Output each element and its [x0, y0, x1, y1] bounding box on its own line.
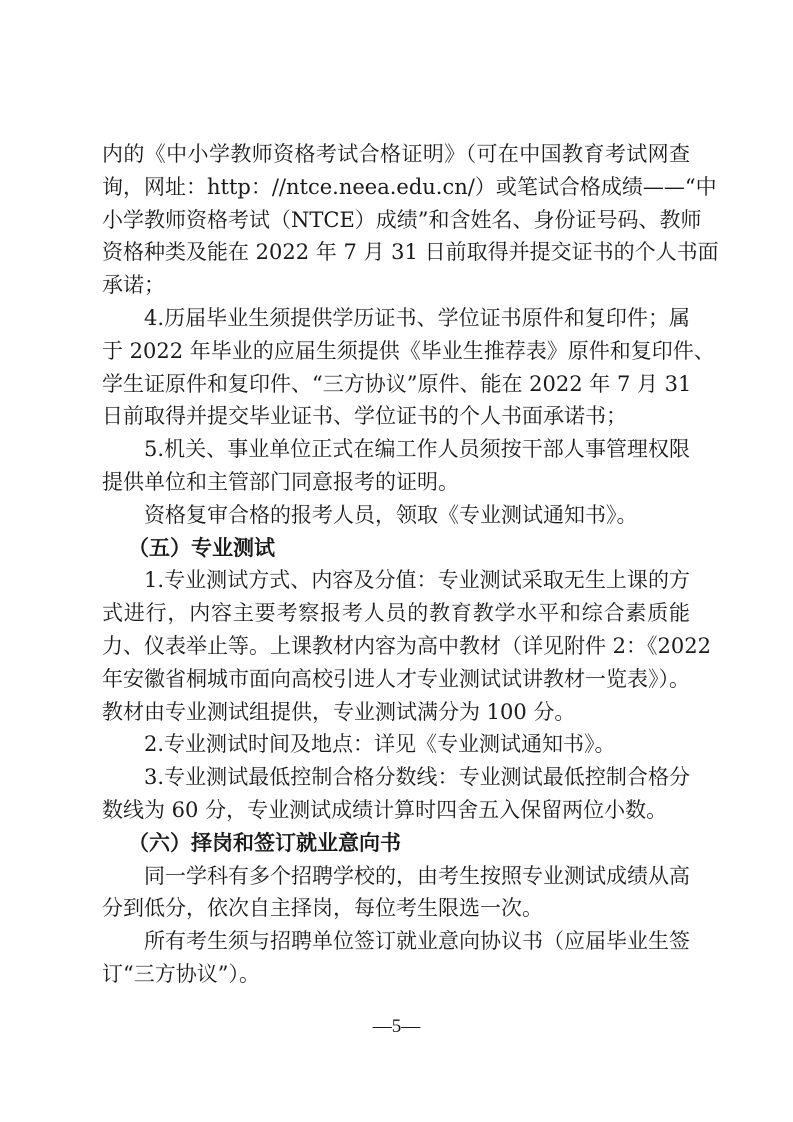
line-text: 分到低分，依次自主择岗，每位考生限选一次。 — [102, 896, 543, 921]
line-text: 同一学科有多个招聘学校的，由考生按照专业测试成绩从高 — [144, 863, 690, 888]
text-line — [0, 892, 793, 924]
line-text: 年安徽省桐城市面向高校引进人才专业测试试讲教材一览表》）。 — [102, 666, 690, 691]
text-line — [0, 860, 793, 892]
text-line — [0, 630, 793, 662]
line-text: 小学教师资格考试（NTCE）成绩”和含姓名、身份证号码、教师 — [102, 207, 702, 232]
text-line — [0, 728, 793, 760]
line-text: 日前取得并提交毕业证书、学位证书的个人书面承诺书； — [102, 404, 627, 429]
line-text: 资格种类及能在 2022 年 7 月 31 日前取得并提交证书的个人书面 — [102, 240, 719, 265]
line-text: 学生证原件和复印件、“三方协议”原件、能在 2022 年 7 月 31 — [102, 371, 692, 396]
text-line — [0, 138, 793, 170]
text-line — [0, 564, 793, 596]
text-line — [0, 302, 793, 334]
page-number: —5— — [372, 1016, 421, 1037]
section-heading — [0, 827, 793, 859]
line-text: 力、仪表举止等。上课教材内容为高中教材（详见附件 2：《2022 — [102, 634, 711, 658]
line-text: 承诺； — [102, 273, 165, 298]
text-line — [0, 958, 793, 990]
text-line — [0, 761, 793, 793]
line-text: 询，网址：http：//ntce.neea.edu.cn/）或笔试合格成绩——“中 — [102, 174, 717, 199]
line-text: 4.历届毕业生须提供学历证书、学位证书原件和复印件；属 — [144, 306, 690, 330]
section-heading — [0, 532, 793, 564]
line-text: 2.专业测试时间及地点：详见《专业测试通知书》。 — [144, 732, 616, 757]
text-line — [0, 696, 793, 728]
line-text: 订“三方协议”）。 — [102, 962, 260, 986]
line-text: 提供单位和主管部门同意报考的证明。 — [102, 470, 459, 494]
text-line — [0, 794, 793, 826]
line-text: 5.机关、事业单位正式在编工作人员须按干部人事管理权限 — [144, 437, 690, 462]
text-line — [0, 925, 793, 957]
text-line — [0, 335, 793, 367]
text-line — [0, 499, 793, 531]
section-heading-text: （五）专业测试 — [128, 534, 275, 560]
line-text: 3.专业测试最低控制合格分数线：专业测试最低控制合格分 — [144, 765, 690, 790]
text-line — [0, 204, 793, 236]
line-text: 式进行，内容主要考察报考人员的教育教学水平和综合素质能 — [102, 601, 690, 626]
section-heading-text: （六）择岗和签订就业意向书 — [128, 829, 401, 855]
text-line — [0, 368, 793, 400]
line-text: 内的《中小学教师资格考试合格证明》（可在中国教育考试网查 — [102, 142, 690, 166]
text-line — [0, 400, 793, 432]
text-line — [0, 236, 793, 268]
text-line — [0, 466, 793, 498]
line-text: 所有考生须与招聘单位签订就业意向协议书（应届毕业生签 — [144, 929, 690, 954]
line-text: 教材由专业测试组提供，专业测试满分为 100 分。 — [102, 699, 576, 724]
text-line — [0, 269, 793, 301]
line-text: 1.专业测试方式、内容及分值：专业测试采取无生上课的方 — [144, 568, 690, 593]
text-line — [0, 663, 793, 695]
line-text: 于 2022 年毕业的应届生须提供《毕业生推荐表》原件和复印件、 — [102, 338, 715, 363]
line-text: 数线为 60 分，专业测试成绩计算时四舍五入保留两位小数。 — [102, 798, 668, 822]
line-text: 资格复审合格的报考人员，领取《专业测试通知书》。 — [144, 502, 638, 527]
text-line — [0, 433, 793, 465]
text-line — [0, 171, 793, 203]
text-line — [0, 597, 793, 629]
